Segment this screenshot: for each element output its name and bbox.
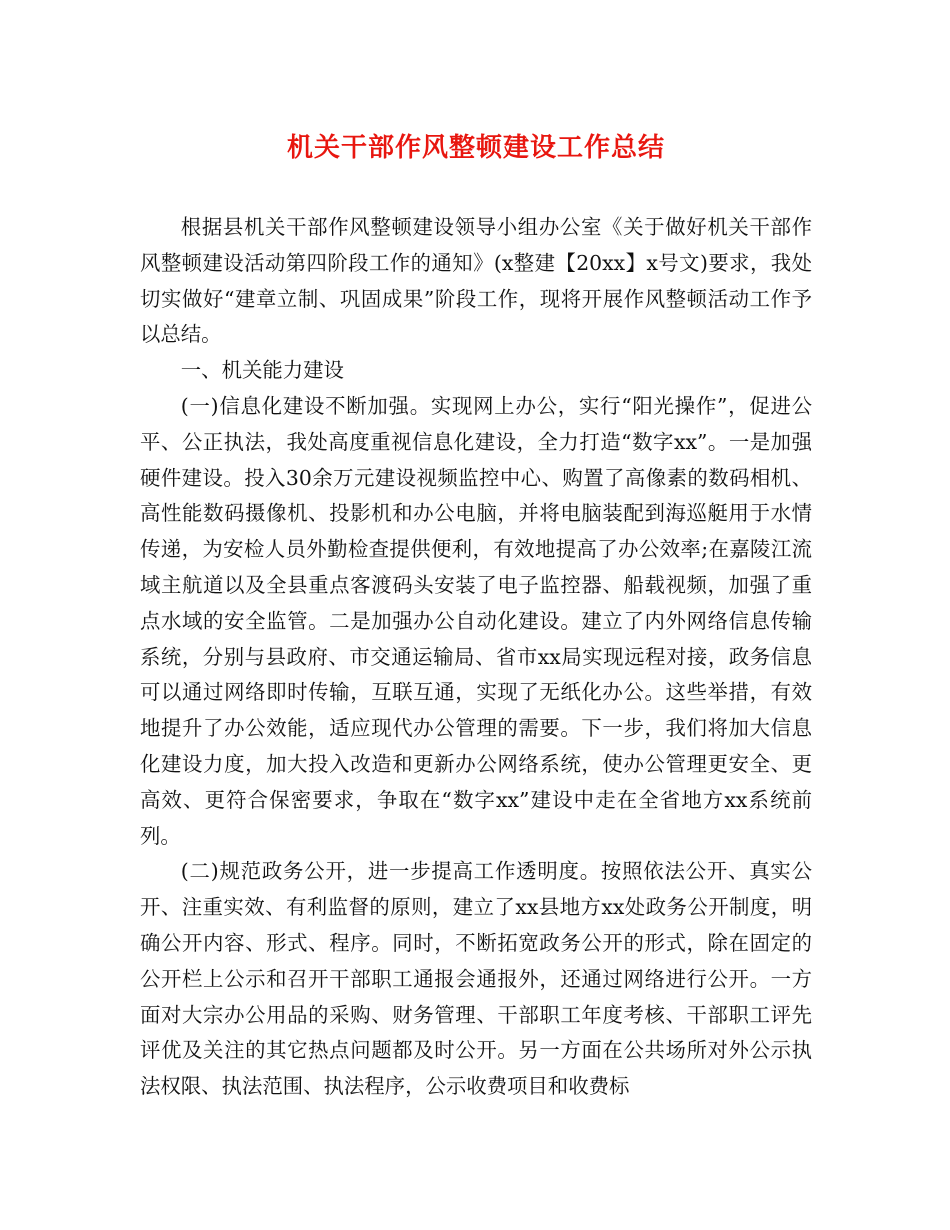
body-paragraph: (二)规范政务公开，进一步提高工作透明度。按照依法公开、真实公开、注重实效、有利监督的原则，建立了xx县地方xx处政务公开制度，明确公开内容、形式、程序。同时，不断拓宽政务公开的形式，除在固定的公开栏上公示和召开干部职工通报会通报外，还通过网络进行公开。一方面对大宗办公用品的采购、财务管理、干部职工年度考核、干部职工评先评优及关注的其它热点问题都及时公开。另一方面在公共场所对外公示执法权限、执法范围、执法程序，公示收费项目和收费标 bbox=[140, 859, 812, 1099]
document-page bbox=[140, 128, 812, 1105]
section-heading: 一、机关能力建设 bbox=[180, 358, 344, 383]
document-title: 机关干部作风整顿建设工作总结 bbox=[286, 133, 665, 163]
intro-paragraph: 根据县机关干部作风整顿建设领导小组办公室《关于做好机关干部作风整顿建设活动第四阶段工作的通知》(x整建【20xx】x号文)要求，我处切实做好“建章立制、巩固成果”阶段工作，现将开展作风整顿活动工作予以总结。 bbox=[140, 215, 812, 347]
body-paragraph: (一)信息化建设不断加强。实现网上办公，实行“阳光操作”，促进公平、公正执法，我处高度重视信息化建设，全力打造“数字xx”。一是加强硬件建设。投入30余万元建设视频监控中心、购置了高像素的数码相机、高性能数码摄像机、投影机和办公电脑，并将电脑装配到海巡艇用于水情传递，为安检人员外勤检查提供便利，有效地提高了办公效率;在嘉陵江流域主航道以及全县重点客渡码头安装了电子监控器、船载视频，加强了重点水域的安全监管。二是加强办公自动化建设。建立了内外网络信息传输系统，分别与县政府、市交通运输局、省市xx局实现远程对接，政务信息可以通过网络即时传输，互联互通，实现了无纸化办公。这些举措，有效地提升了办公效能，适应现代办公管理的需要。下一步，我们将加大信息化建设力度，加大投入改造和更新办公网络系统，使办公管理更安全、更高效、更符合保密要求，争取在“数字xx”建设中走在全省地方xx系统前列。 bbox=[140, 393, 812, 848]
